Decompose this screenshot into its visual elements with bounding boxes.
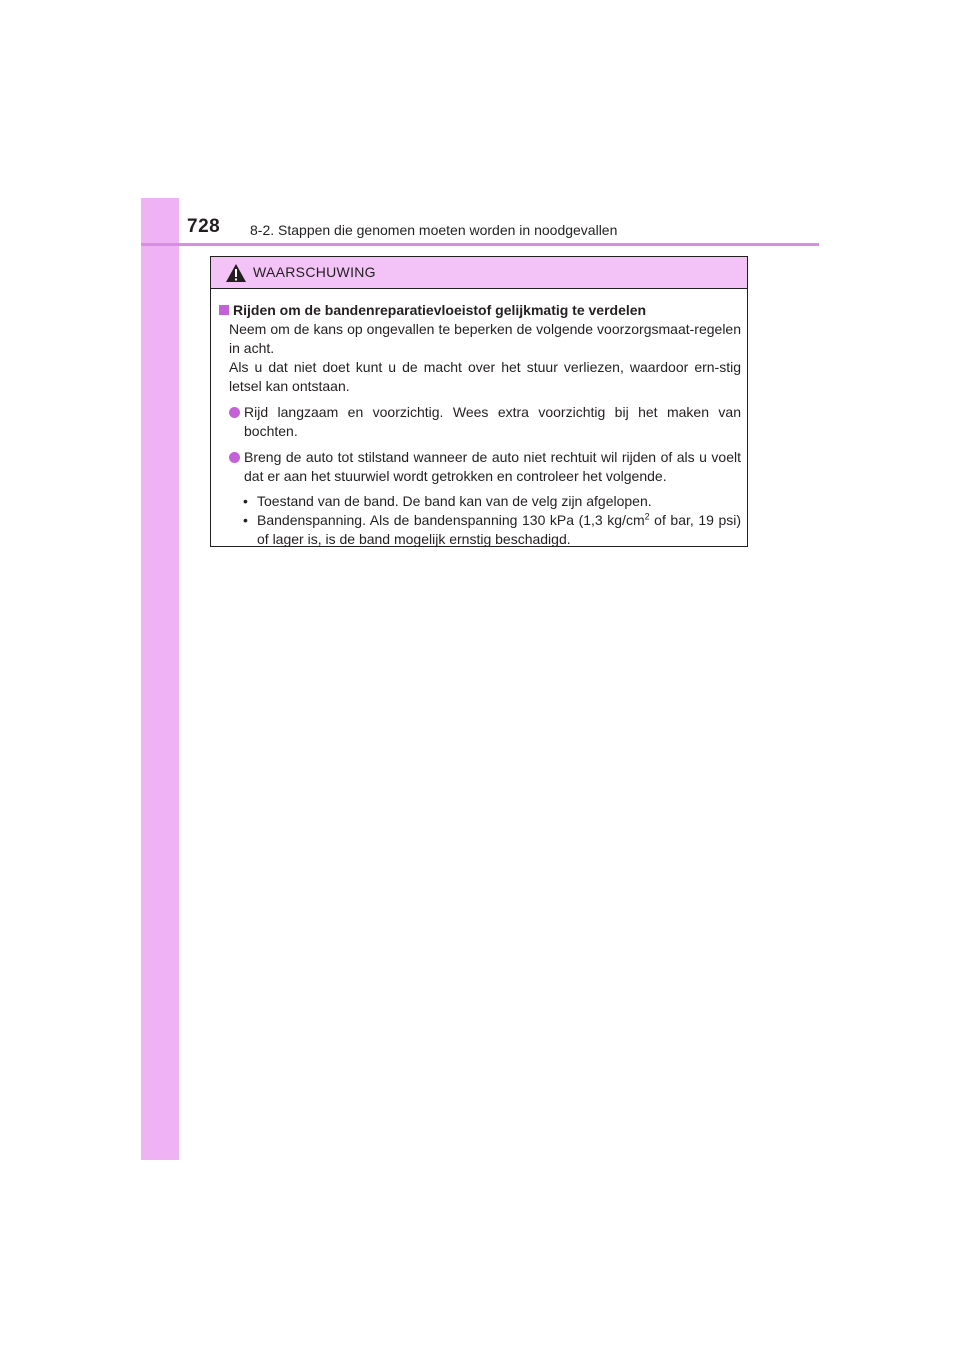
warning-paragraph: Neem om de kans op ongevallen te beperken de volgende voorzorgsmaat-regelen in acht. bbox=[229, 321, 741, 356]
superscript: 2 bbox=[644, 511, 650, 522]
header-divider bbox=[141, 243, 819, 246]
page-number: 728 bbox=[187, 216, 221, 237]
warning-heading bbox=[219, 301, 741, 320]
warning-box bbox=[210, 256, 748, 547]
warning-triangle-icon bbox=[225, 263, 247, 283]
warning-header bbox=[211, 257, 747, 289]
sidebar-tab bbox=[141, 198, 179, 1160]
warning-label: WAARSCHUWING bbox=[253, 264, 376, 280]
sub-list-item-text: Toestand van de band. De band kan van de velg zijn afgelopen. bbox=[257, 493, 652, 509]
sub-list-item bbox=[243, 492, 741, 511]
sub-list-item bbox=[243, 511, 741, 549]
sub-list bbox=[219, 492, 741, 549]
sub-list-item-text: Bandenspanning. Als de bandenspanning 130 kPa (1,3 $kg/cm^2$ of bar, 19 psi) of lager is, is de band mogelijk ernstig beschadigd. bbox=[257, 511, 742, 547]
warning-heading-text: Rijden om de bandenreparatievloeistof gelijkmatig te verdelen bbox=[233, 302, 647, 318]
list-item-text: Breng de auto tot stilstand wanneer de auto niet rechtuit wil rijden of als u voelt dat er aan het stuurwiel wordt getrokken en controleer het volgende. bbox=[244, 449, 741, 484]
sub-bullet-mark: • bbox=[243, 493, 248, 509]
circle-bullet-icon bbox=[229, 452, 240, 463]
square-bullet-icon bbox=[219, 305, 229, 315]
sub-bullet-mark: • bbox=[243, 512, 248, 528]
list-item bbox=[229, 403, 741, 441]
warning-body bbox=[211, 289, 747, 549]
list-item bbox=[229, 448, 741, 486]
circle-bullet-icon bbox=[229, 407, 240, 418]
list-item-text: Rijd langzaam en voorzichtig. Wees extra voorzichtig bij het maken van bochten. bbox=[244, 404, 741, 439]
section-title: 8-2. Stappen die genomen moeten worden in noodgevallen bbox=[250, 222, 618, 238]
warning-paragraph: Als u dat niet doet kunt u de macht over het stuur verliezen, waardoor ern-stig letsel kan ontstaan. bbox=[229, 359, 741, 394]
